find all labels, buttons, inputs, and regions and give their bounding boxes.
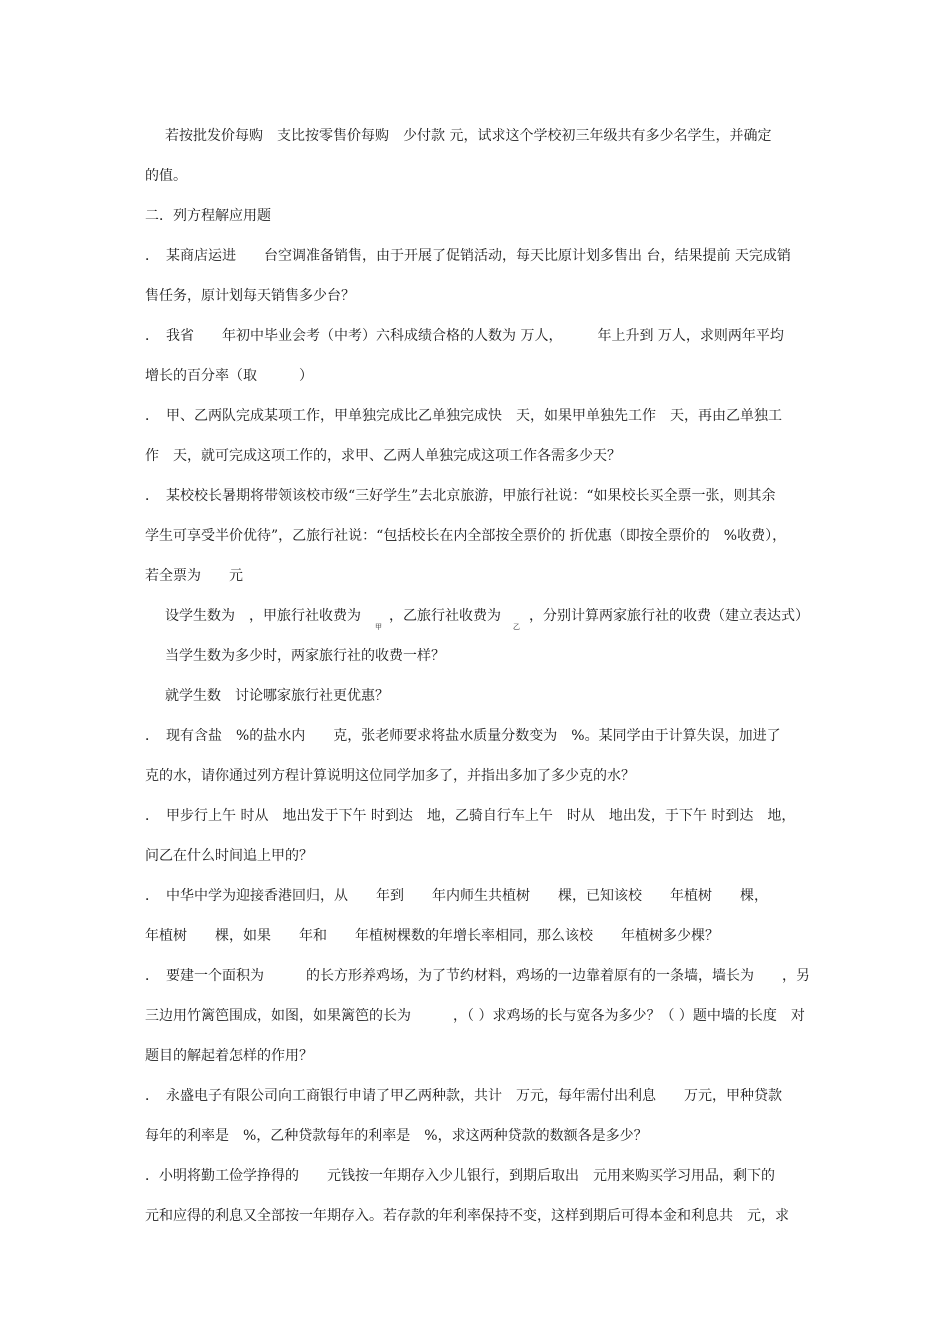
subscript-jia: 甲 bbox=[375, 623, 382, 631]
text-line: 售任务，原计划每天销售多少台？ bbox=[145, 288, 355, 304]
section-heading: 二．列方程解应用题 bbox=[145, 208, 271, 224]
text-line: ．小明将勤工俭学挣得的 元钱按一年期存入少儿银行，到期后取出 元用来购买学习用品，剩下的 bbox=[145, 1168, 775, 1184]
text-line: ． 中华中学为迎接香港回归，从 年到 年内师生共植树 棵，已知该校 年植树 棵， bbox=[145, 888, 768, 904]
subscript-yi: 乙 bbox=[513, 623, 520, 631]
text-line: 若全票为 元 bbox=[145, 568, 243, 584]
text-line: 年植树 棵，如果 年和 年植树棵数的年增长率相同，那么该校 年植树多少棵？ bbox=[145, 928, 719, 944]
text-line: 元和应得的利息又全部按一年期存入。若存款的年利率保持不变，这样到期后可得本金和利息共 元，求 bbox=[145, 1208, 789, 1224]
text-line: 设学生数为 ，甲旅行社收费为 ，乙旅行社收费为 ，分别计算两家旅行社的收费（建立表达式） bbox=[165, 608, 809, 624]
text-line: ． 甲步行上午 时从 地出发于下午 时到达 地，乙骑自行车上午 时从 地出发，于下午 时到达 地， bbox=[145, 808, 796, 824]
text-line: 问乙在什么时间追上甲的？ bbox=[145, 848, 313, 864]
text-line: ． 甲、乙两队完成某项工作，甲单独完成比乙单独完成快 天，如果甲单独先工作 天，再由乙单独工 bbox=[145, 408, 782, 424]
text-line: 就学生数 讨论哪家旅行社更优惠？ bbox=[165, 688, 389, 704]
text-line: 题目的解起着怎样的作用？ bbox=[145, 1048, 313, 1064]
text-line: 若按批发价每购 支比按零售价每购 少付款 元，试求这个学校初三年级共有多少名学生，并确定 bbox=[165, 128, 772, 144]
text-line: ． 现有含盐 %的盐水内 克，张老师要求将盐水质量分数变为 %。某同学由于计算失误，加进了 bbox=[145, 728, 781, 744]
text-line: ． 某商店运进 台空调准备销售，由于开展了促销活动，每天比原计划多售出 台，结果提前 天完成销 bbox=[145, 248, 791, 264]
text-line: 作 天，就可完成这项工作的，求甲、乙两人单独完成这项工作各需多少天？ bbox=[145, 448, 621, 464]
text-line: ． 某校校长暑期将带领该校市级“三好学生”去北京旅游，甲旅行社说：“如果校长买全票一张，则其余 bbox=[145, 488, 776, 504]
text-line: 学生可享受半价优待”，乙旅行社说：“包括校长在内全部按全票价的 折优惠（即按全票价的 %收费）， bbox=[145, 528, 787, 544]
text-line: 每年的利率是 %，乙种贷款每年的利率是 %，求这两种贷款的数额各是多少？ bbox=[145, 1128, 648, 1144]
text-line: 的值。 bbox=[145, 168, 187, 184]
text-line: 增长的百分率（取 ） bbox=[145, 368, 313, 384]
text-line: 三边用竹篱笆围成，如图，如果篱笆的长为 ，（ ）求鸡场的长与宽各为多少？（ ）题中墙的长度 对 bbox=[145, 1008, 805, 1024]
text-line: ． 永盛电子有限公司向工商银行申请了甲乙两种款，共计 万元，每年需付出利息 万元，甲种贷款 bbox=[145, 1088, 782, 1104]
text-line: 当学生数为多少时，两家旅行社的收费一样？ bbox=[165, 648, 445, 664]
text-line: ． 我省 年初中毕业会考（中考）六科成绩合格的人数为 万人， 年上升到 万人，求则两年平均 bbox=[145, 328, 784, 344]
text-line: ． 要建一个面积为 的长方形养鸡场，为了节约材料，鸡场的一边靠着原有的一条墙，墙长为 ，另 bbox=[145, 968, 810, 984]
text-line: 克的水，请你通过列方程计算说明这位同学加多了，并指出多加了多少克的水？ bbox=[145, 768, 635, 784]
